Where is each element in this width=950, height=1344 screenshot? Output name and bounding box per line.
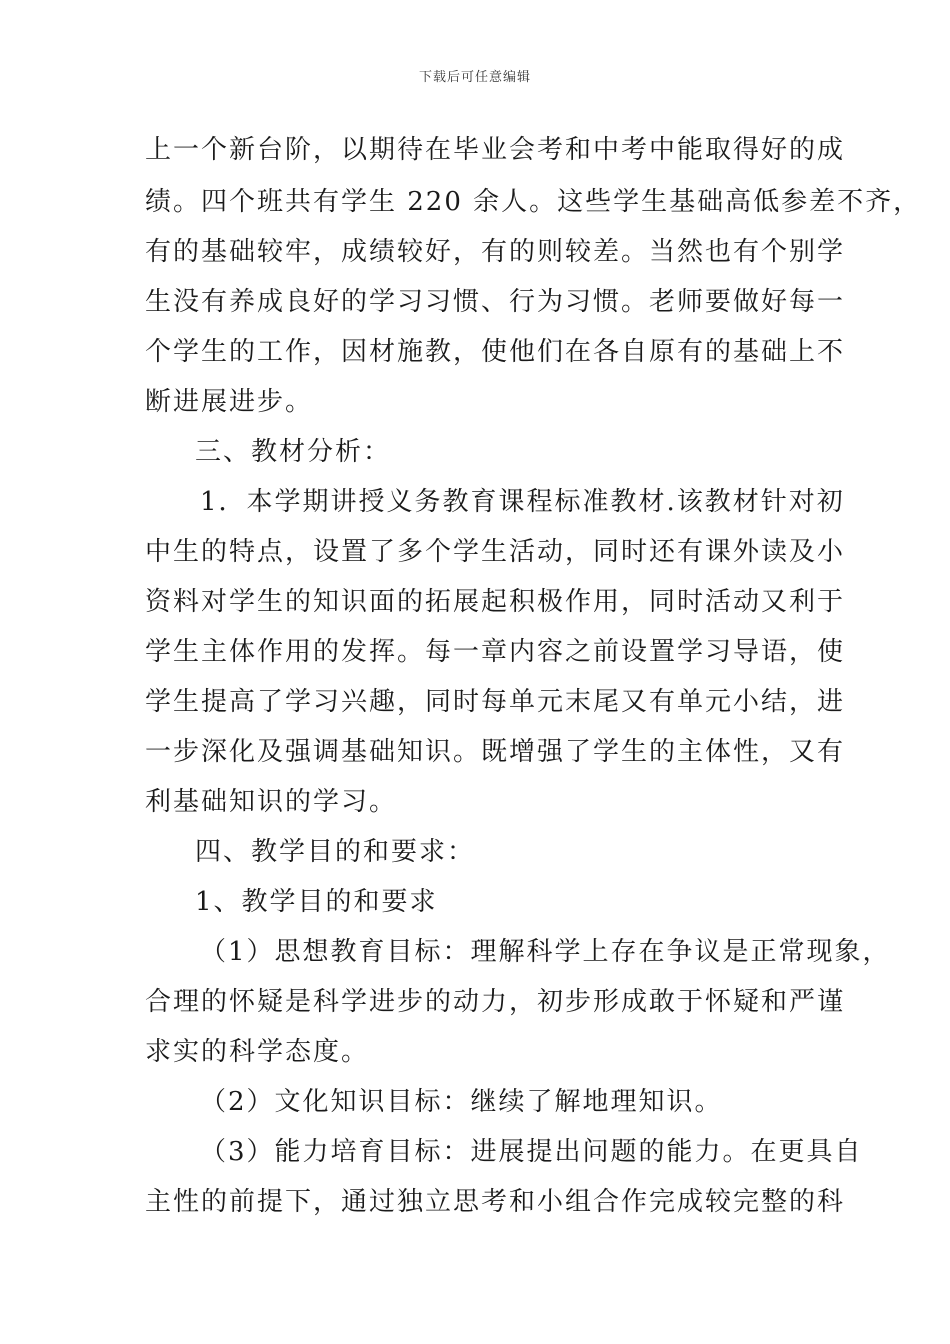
text-line-18: 合理的怀疑是科学进步的动力，初步形成敢于怀疑和严谨 <box>145 987 846 1017</box>
section-heading-4: 四、教学目的和要求： <box>195 837 476 867</box>
page-header: 下载后可任意编辑 <box>418 70 531 85</box>
text-line-11: 学生主体作用的发挥。每一章内容之前设置学习导语，使 <box>145 637 846 667</box>
text-line-14: 利基础知识的学习。 <box>145 787 398 817</box>
text-line-3: 有的基础较牢，成绩较好，有的则较差。当然也有个别学 <box>145 237 846 267</box>
text-line-13: 一步深化及强调基础知识。既增强了学生的主体性，又有 <box>145 737 846 767</box>
section-heading-3: 三、教材分析： <box>195 437 392 467</box>
text-line-4: 生没有养成良好的学习习惯、行为习惯。老师要做好每一 <box>145 287 846 317</box>
text-line-22: 主性的前提下，通过独立思考和小组合作完成较完整的科 <box>145 1187 846 1217</box>
text-line-21: （3）能力培育目标：进展提出问题的能力。在更具自 <box>200 1137 863 1167</box>
text-line-8: 1．本学期讲授义务教育课程标准教材.该教材针对初 <box>200 487 845 517</box>
text-line-2: 绩。四个班共有学生 220 余人。这些学生基础高低参差不齐， <box>145 187 922 217</box>
text-line-20: （2）文化知识目标：继续了解地理知识。 <box>200 1087 723 1117</box>
text-line-9: 中生的特点，设置了多个学生活动，同时还有课外读及小 <box>145 537 846 567</box>
text-line-19: 求实的科学态度。 <box>145 1037 370 1067</box>
text-line-5: 个学生的工作，因材施教，使他们在各自原有的基础上不 <box>145 337 846 367</box>
text-line-17: （1）思想教育目标：理解科学上存在争议是正常现象， <box>200 937 891 967</box>
text-line-6: 断进展进步。 <box>145 387 314 417</box>
text-line-12: 学生提高了学习兴趣，同时每单元末尾又有单元小结，进 <box>145 687 846 717</box>
text-line-1: 上一个新台阶，以期待在毕业会考和中考中能取得好的成 <box>145 135 846 165</box>
text-line-10: 资料对学生的知识面的拓展起积极作用，同时活动又利于 <box>145 587 846 617</box>
subsection-heading-1: 1、教学目的和要求 <box>195 887 438 917</box>
